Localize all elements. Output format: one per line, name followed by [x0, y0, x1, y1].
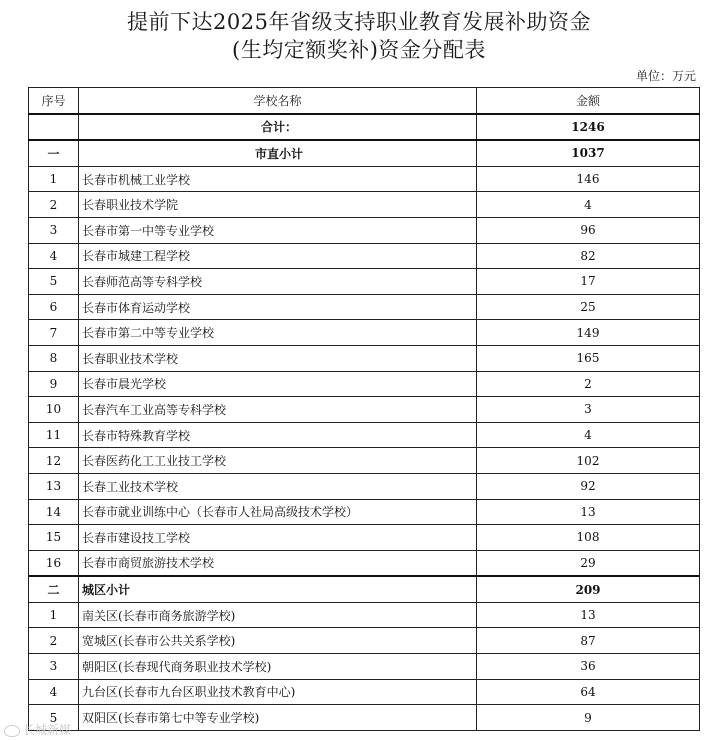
table-row [29, 448, 700, 474]
row-seq: 5 [29, 705, 79, 731]
row-seq: 4 [29, 679, 79, 705]
row-school-name: 长春市城建工程学校 [79, 243, 477, 269]
row-seq: 15 [29, 525, 79, 551]
weibo-logo-icon [4, 725, 20, 737]
row-school-name: 长春市第一中等专业学校 [79, 217, 477, 243]
table-row [29, 217, 700, 243]
row-amount: 4 [477, 192, 700, 218]
subtotal-amount: 209 [477, 576, 700, 602]
row-seq: 6 [29, 294, 79, 320]
row-school-name: 长春医药化工工业技工学校 [79, 448, 477, 474]
header-seq: 序号 [29, 88, 79, 114]
table-row [29, 602, 700, 628]
row-seq: 1 [29, 602, 79, 628]
row-amount: 25 [477, 294, 700, 320]
row-amount: 17 [477, 269, 700, 295]
subtotal-seq: 一 [29, 140, 79, 166]
row-school-name: 长春市晨光学校 [79, 371, 477, 397]
table-row [29, 192, 700, 218]
row-school-name: 朝阳区(长春现代商务职业技术学校) [79, 654, 477, 680]
subtotal-row [29, 140, 700, 166]
row-seq: 12 [29, 448, 79, 474]
row-seq: 10 [29, 397, 79, 423]
row-school-name: 双阳区(长春市第七中等专业学校) [79, 705, 477, 731]
watermark [4, 721, 71, 738]
row-school-name: 长春市机械工业学校 [79, 166, 477, 192]
table-row [29, 705, 700, 731]
row-amount: 9 [477, 705, 700, 731]
total-amount: 1246 [477, 114, 700, 141]
row-amount: 64 [477, 679, 700, 705]
subtotal-row [29, 576, 700, 602]
row-seq: 13 [29, 473, 79, 499]
row-seq: 16 [29, 550, 79, 576]
row-school-name: 长春汽车工业高等专科学校 [79, 397, 477, 423]
row-seq: 9 [29, 371, 79, 397]
row-amount: 149 [477, 320, 700, 346]
allocation-table [28, 87, 700, 731]
document-title-line1: 提前下达2025年省级支持职业教育发展补助资金 [127, 10, 591, 34]
row-amount: 2 [477, 371, 700, 397]
row-seq: 3 [29, 217, 79, 243]
row-amount: 82 [477, 243, 700, 269]
table-row [29, 320, 700, 346]
subtotal-amount: 1037 [477, 140, 700, 166]
row-seq: 3 [29, 654, 79, 680]
table-row [29, 345, 700, 371]
row-school-name: 长春市就业训练中心（长春市人社局高级技术学校） [79, 499, 477, 525]
row-school-name: 长春职业技术学院 [79, 192, 477, 218]
row-amount: 165 [477, 345, 700, 371]
row-seq: 1 [29, 166, 79, 192]
table-row [29, 654, 700, 680]
row-seq: 14 [29, 499, 79, 525]
row-amount: 92 [477, 473, 700, 499]
row-seq: 7 [29, 320, 79, 346]
total-label: 合计： [79, 114, 477, 141]
table-header-row [29, 88, 700, 114]
row-amount: 102 [477, 448, 700, 474]
table-row [29, 550, 700, 576]
row-school-name: 宽城区(长春市公共关系学校) [79, 628, 477, 654]
subtotal-label: 市直小计 [79, 140, 477, 166]
row-seq: 5 [29, 269, 79, 295]
row-seq: 4 [29, 243, 79, 269]
row-seq: 2 [29, 628, 79, 654]
row-seq: 2 [29, 192, 79, 218]
row-amount: 13 [477, 499, 700, 525]
row-school-name: 长春工业技术学校 [79, 473, 477, 499]
row-school-name: 长春市体育运动学校 [79, 294, 477, 320]
subtotal-seq: 二 [29, 576, 79, 602]
row-school-name: 长春职业技术学校 [79, 345, 477, 371]
row-school-name: 长春市特殊教育学校 [79, 422, 477, 448]
header-amount: 金额 [477, 88, 700, 114]
table-row [29, 628, 700, 654]
row-school-name: 南关区(长春市商务旅游学校) [79, 602, 477, 628]
row-school-name: 长春市建设技工学校 [79, 525, 477, 551]
watermark-text: 长城新媒 [23, 723, 72, 737]
unit-label: 单位：万元 [635, 69, 696, 83]
table-row [29, 294, 700, 320]
row-seq: 11 [29, 422, 79, 448]
table-row [29, 422, 700, 448]
row-school-name: 长春师范高等专科学校 [79, 269, 477, 295]
table-row [29, 499, 700, 525]
total-row [29, 114, 700, 141]
row-school-name: 九台区(长春市九台区职业技术教育中心) [79, 679, 477, 705]
table-row [29, 243, 700, 269]
row-amount: 87 [477, 628, 700, 654]
row-amount: 96 [477, 217, 700, 243]
row-school-name: 长春市第二中等专业学校 [79, 320, 477, 346]
header-school: 学校名称 [79, 88, 477, 114]
table-row [29, 397, 700, 423]
row-amount: 13 [477, 602, 700, 628]
subtotal-label: 城区小计 [79, 576, 477, 602]
row-amount: 4 [477, 422, 700, 448]
table-row [29, 679, 700, 705]
table-row [29, 371, 700, 397]
row-school-name: 长春市商贸旅游技术学校 [79, 550, 477, 576]
row-seq: 8 [29, 345, 79, 371]
document-title-line2: (生均定额奖补)资金分配表 [232, 38, 486, 62]
row-amount: 3 [477, 397, 700, 423]
table-row [29, 525, 700, 551]
row-amount: 36 [477, 654, 700, 680]
row-amount: 108 [477, 525, 700, 551]
table-row [29, 269, 700, 295]
table-row [29, 473, 700, 499]
row-amount: 29 [477, 550, 700, 576]
row-amount: 146 [477, 166, 700, 192]
table-row [29, 166, 700, 192]
